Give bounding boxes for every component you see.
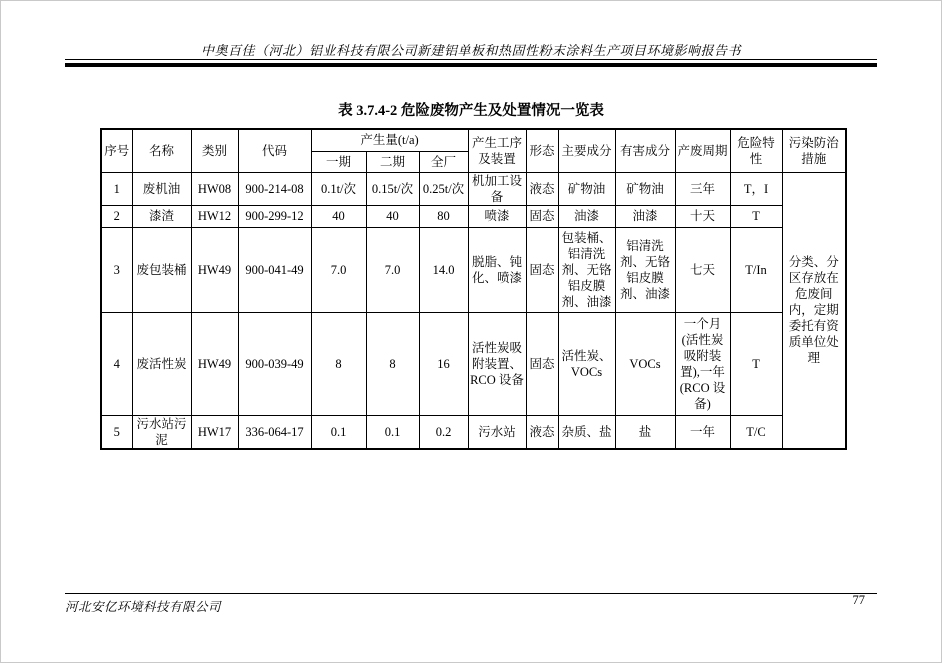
table-cell: 0.1 — [366, 415, 419, 449]
col-header-hazard: 危险特性 — [730, 129, 782, 172]
footer-rule — [65, 593, 877, 594]
table-cell: 一个月(活性炭吸附装置),一年(RCO 设备) — [675, 312, 730, 415]
col-header-main: 主要成分 — [558, 129, 615, 172]
table-row — [101, 415, 846, 449]
table-cell: 漆渣 — [132, 205, 191, 227]
col-header-measures: 污染防治措施 — [782, 129, 846, 172]
table-cell: 0.1t/次 — [311, 172, 366, 205]
table-cell: 杂质、盐 — [558, 415, 615, 449]
table-cell: 废活性炭 — [132, 312, 191, 415]
table-cell: 脱脂、钝化、喷漆 — [468, 227, 526, 312]
header-rule-thin — [65, 59, 877, 60]
table-cell: 油漆 — [615, 205, 675, 227]
table-cell: 0.1 — [311, 415, 366, 449]
table-cell: 包装桶、铝清洗剂、无铬铝皮膜剂、油漆 — [558, 227, 615, 312]
table-cell: 固态 — [526, 312, 558, 415]
col-header-phase2: 二期 — [366, 151, 419, 172]
table-cell: 固态 — [526, 227, 558, 312]
col-header-form: 形态 — [526, 129, 558, 172]
table-cell: 1 — [101, 172, 132, 205]
table-cell: 铝清洗剂、无铬铝皮膜剂、油漆 — [615, 227, 675, 312]
col-header-total: 全厂 — [419, 151, 468, 172]
table-row — [101, 205, 846, 227]
table-cell: 0.25t/次 — [419, 172, 468, 205]
table-cell: 7.0 — [366, 227, 419, 312]
table-cell: 3 — [101, 227, 132, 312]
table-cell: 900-299-12 — [238, 205, 311, 227]
page-number: 77 — [852, 593, 865, 607]
table-cell: T/C — [730, 415, 782, 449]
col-header-index: 序号 — [101, 129, 132, 172]
table-cell: HW49 — [191, 227, 238, 312]
table-cell: HW08 — [191, 172, 238, 205]
table-row — [101, 227, 846, 312]
table-cell: 一年 — [675, 415, 730, 449]
table-cell: 矿物油 — [558, 172, 615, 205]
table-cell: 七天 — [675, 227, 730, 312]
table-cell: HW49 — [191, 312, 238, 415]
table-title: 表 3.7.4-2 危险废物产生及处置情况一览表 — [338, 103, 604, 119]
table-cell: 0.15t/次 — [366, 172, 419, 205]
col-header-process: 产生工序及装置 — [468, 129, 526, 172]
table-cell: 5 — [101, 415, 132, 449]
hazardous-waste-table — [100, 128, 847, 450]
table-cell: 2 — [101, 205, 132, 227]
col-header-category: 类别 — [191, 129, 238, 172]
table-cell: 矿物油 — [615, 172, 675, 205]
table-cell: HW17 — [191, 415, 238, 449]
table-cell: T — [730, 312, 782, 415]
table-cell: 十天 — [675, 205, 730, 227]
table-cell: 废包装桶 — [132, 227, 191, 312]
col-header-name: 名称 — [132, 129, 191, 172]
table-row — [101, 312, 846, 415]
table-cell: 8 — [366, 312, 419, 415]
col-header-output: 产生量(t/a) — [311, 129, 468, 151]
col-header-phase1: 一期 — [311, 151, 366, 172]
table-cell: 喷漆 — [468, 205, 526, 227]
table-cell: 900-041-49 — [238, 227, 311, 312]
table-cell: T，I — [730, 172, 782, 205]
running-header-title: 中奥百佳（河北）铝业科技有限公司新建铝单板和热固性粉末涂料生产项目环境影响报告书 — [200, 43, 741, 58]
table-cell: 900-039-49 — [238, 312, 311, 415]
table-cell: T — [730, 205, 782, 227]
table-cell: 900-214-08 — [238, 172, 311, 205]
table-cell: 4 — [101, 312, 132, 415]
table-row — [101, 172, 846, 205]
table-cell: 污水站 — [468, 415, 526, 449]
table-cell: 液态 — [526, 172, 558, 205]
table-cell: T/In — [730, 227, 782, 312]
col-header-code: 代码 — [238, 129, 311, 172]
table-cell: 油漆 — [558, 205, 615, 227]
table-cell: 三年 — [675, 172, 730, 205]
table-cell: 活性炭、VOCs — [558, 312, 615, 415]
measures-merged-cell: 分类、分区存放在危废间内，定期委托有资质单位处理 — [782, 172, 846, 449]
table-cell: 污水站污泥 — [132, 415, 191, 449]
table-cell: 活性炭吸附装置、RCO 设备 — [468, 312, 526, 415]
col-header-cycle: 产废周期 — [675, 129, 730, 172]
footer-company-name: 河北安亿环境科技有限公司 — [65, 600, 222, 614]
table-cell: 80 — [419, 205, 468, 227]
table-cell: HW12 — [191, 205, 238, 227]
col-header-harmful: 有害成分 — [615, 129, 675, 172]
table-cell: 机加工设备 — [468, 172, 526, 205]
table-header-row-1 — [101, 129, 846, 151]
table-cell: 40 — [311, 205, 366, 227]
table-cell: 336-064-17 — [238, 415, 311, 449]
table-cell: 盐 — [615, 415, 675, 449]
page-footer — [65, 593, 877, 615]
table-cell: 废机油 — [132, 172, 191, 205]
table-cell: 固态 — [526, 205, 558, 227]
table-cell: VOCs — [615, 312, 675, 415]
table-cell: 16 — [419, 312, 468, 415]
table-cell: 0.2 — [419, 415, 468, 449]
table-cell: 14.0 — [419, 227, 468, 312]
table-cell: 7.0 — [311, 227, 366, 312]
table-cell: 40 — [366, 205, 419, 227]
header-rule-thick — [65, 63, 877, 67]
table-cell: 8 — [311, 312, 366, 415]
table-cell: 液态 — [526, 415, 558, 449]
